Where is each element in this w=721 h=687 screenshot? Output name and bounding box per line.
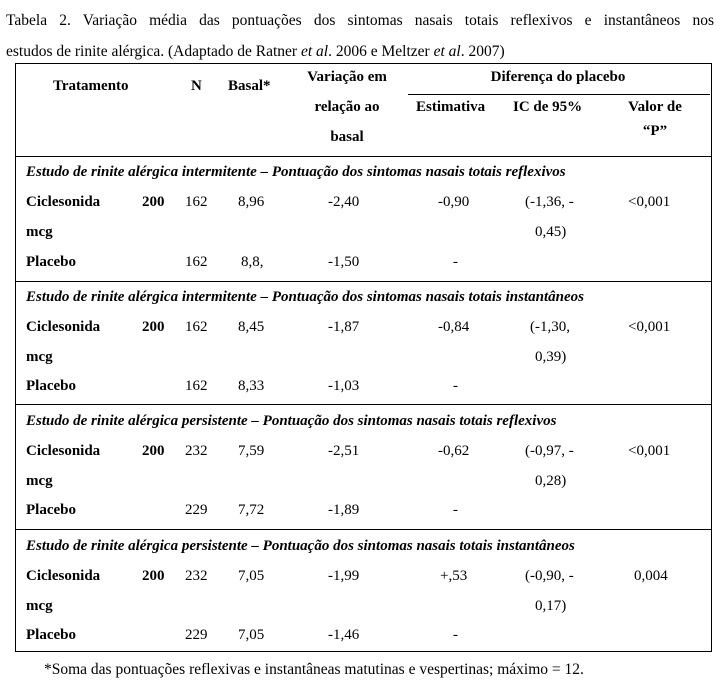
drug-label: Ciclesonida	[26, 568, 101, 584]
header-valor-2: “P”	[642, 123, 668, 139]
ic-value-line-1: (-0,97, -	[525, 443, 574, 459]
header-variacao-1: Variação em	[307, 69, 387, 85]
basal-value: 8,96	[238, 194, 265, 210]
estimativa-value: -	[453, 502, 458, 518]
variacao-value: -1,89	[328, 502, 360, 518]
p-value: <0,001	[628, 194, 671, 210]
header-n: N	[191, 78, 202, 94]
variacao-value: -2,40	[328, 194, 360, 210]
ic-value-line-1: (-1,36, -	[525, 194, 574, 210]
header-variacao-2: relação ao	[314, 99, 380, 115]
estimativa-value: -0,62	[438, 443, 470, 459]
basal-value: 7,05	[238, 568, 265, 584]
dose-label: 200	[142, 568, 165, 584]
p-value: <0,001	[628, 319, 671, 335]
section-title: Estudo de rinite alérgica persistente – Pontuação dos sintomas nasais totais instantâneos	[26, 538, 575, 554]
basal-value: 7,59	[238, 443, 265, 459]
estimativa-value: +,53	[440, 568, 468, 584]
n-value: 162	[185, 254, 208, 270]
variacao-value: -1,99	[328, 568, 360, 584]
estimativa-value: -0,90	[438, 194, 470, 210]
caption-etal: et al	[300, 43, 329, 60]
p-value: 0,004	[634, 568, 668, 584]
caption-etal: et al	[433, 43, 461, 60]
caption-line-1: Tabela 2. Variação média das pontuações dos sintomas nasais totais reflexivos e instantâneos nos	[6, 12, 714, 29]
header-variacao-3: basal	[330, 129, 364, 145]
variacao-value: -1,03	[328, 378, 360, 394]
basal-value: 8,45	[238, 319, 265, 335]
unit-label: mcg	[26, 473, 53, 489]
header-tratamento: Tratamento	[53, 78, 129, 94]
table-caption	[6, 5, 714, 67]
placebo-label: Placebo	[26, 378, 76, 394]
header-ic: IC de 95%	[513, 99, 583, 115]
drug-label: Ciclesonida	[26, 443, 101, 459]
basal-value: 7,05	[238, 627, 265, 643]
section-divider	[16, 404, 711, 405]
ic-value-line-1: (-1,30,	[530, 319, 570, 335]
variacao-value: -1,50	[328, 254, 360, 270]
ic-value-line-1: (-0,90, -	[525, 568, 574, 584]
n-value: 232	[185, 568, 208, 584]
variacao-value: -1,87	[328, 319, 360, 335]
header-diferenca: Diferença do placebo	[490, 69, 626, 85]
results-table	[15, 63, 712, 652]
unit-label: mcg	[26, 349, 53, 365]
n-value: 232	[185, 443, 208, 459]
n-value: 162	[185, 319, 208, 335]
ic-value-line-2: 0,39)	[535, 349, 567, 365]
n-value: 229	[185, 502, 208, 518]
estimativa-value: -0,84	[438, 319, 470, 335]
n-value: 162	[185, 194, 208, 210]
caption-text: . 2006 e Meltzer	[328, 43, 434, 60]
n-value: 229	[185, 627, 208, 643]
header-basal: Basal*	[228, 78, 271, 94]
section-title: Estudo de rinite alérgica intermitente – Pontuação dos sintomas nasais totais reflexivos	[26, 164, 566, 180]
drug-label: Ciclesonida	[26, 319, 101, 335]
ic-value-line-2: 0,45)	[535, 224, 567, 240]
basal-value: 8,8,	[241, 254, 264, 270]
section-divider	[16, 529, 711, 530]
dose-label: 200	[142, 194, 165, 210]
table-footnote: *Soma das pontuações reflexivas e instantâneas matutinas e vespertinas; máximo = 12.	[44, 661, 584, 678]
placebo-label: Placebo	[26, 502, 76, 518]
basal-value: 8,33	[238, 378, 265, 394]
unit-label: mcg	[26, 224, 53, 240]
placebo-label: Placebo	[26, 254, 76, 270]
n-value: 162	[185, 378, 208, 394]
header-estimativa: Estimativa	[416, 99, 486, 115]
placebo-label: Placebo	[26, 627, 76, 643]
ic-value-line-2: 0,28)	[535, 473, 567, 489]
estimativa-value: -	[453, 254, 458, 270]
p-value: <0,001	[628, 443, 671, 459]
section-title: Estudo de rinite alérgica persistente – Pontuação dos sintomas nasais totais reflexivos	[26, 413, 557, 429]
header-valor-1: Valor de	[628, 99, 682, 115]
ic-value-line-2: 0,17)	[535, 598, 567, 614]
section-title: Estudo de rinite alérgica intermitente – Pontuação dos sintomas nasais totais instantâneos	[26, 289, 585, 305]
unit-label: mcg	[26, 598, 53, 614]
dose-label: 200	[142, 443, 165, 459]
drug-label: Ciclesonida	[26, 194, 101, 210]
variacao-value: -1,46	[328, 627, 360, 643]
basal-value: 7,72	[238, 502, 265, 518]
caption-text: . 2007)	[460, 43, 505, 60]
estimativa-value: -	[453, 627, 458, 643]
estimativa-value: -	[453, 378, 458, 394]
caption-text: estudos de rinite alérgica. (Adaptado de Ratner	[6, 43, 301, 60]
dose-label: 200	[142, 319, 165, 335]
variacao-value: -2,51	[328, 443, 360, 459]
